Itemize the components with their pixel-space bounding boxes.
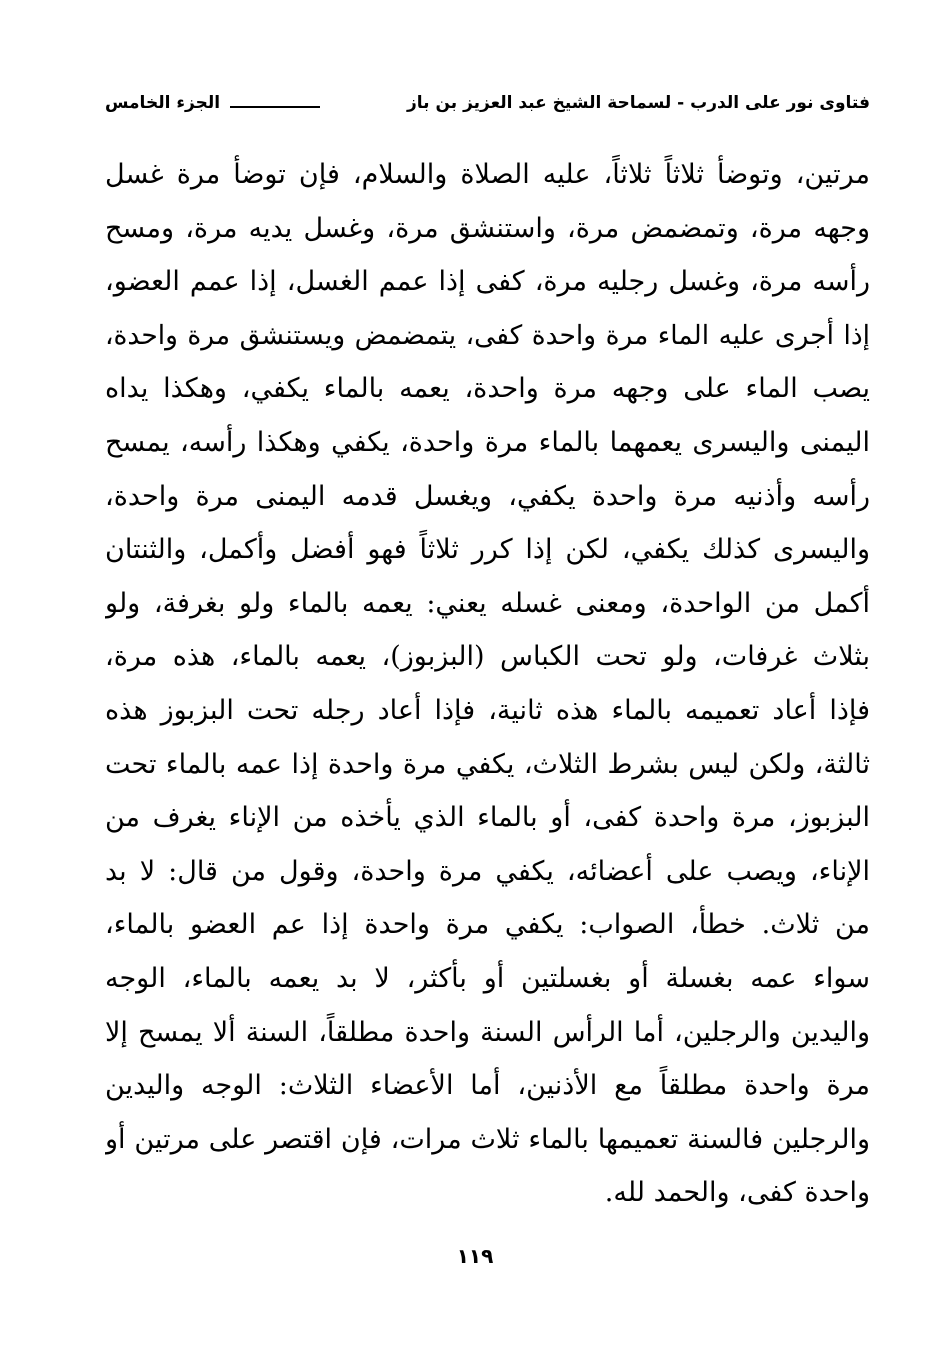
header-volume-group	[105, 93, 330, 113]
text-line: واليدين والرجلين، أما الرأس السنة واحدة مطلقاً، السنة ألا يمسح إلا	[105, 1016, 870, 1048]
text-line: وجهه مرة، وتمضمض مرة، واستنشق مرة، وغسل يديه مرة، ومسح	[105, 212, 870, 244]
text-line: فإذا أعاد تعميمه بالماء هذه ثانية، فإذا أعاد رجله تحت البزبوز هذه	[105, 694, 870, 726]
text-line: والرجلين فالسنة تعميمها بالماء ثلاث مرات، فإن اقتصر على مرتين أو	[105, 1123, 870, 1155]
text-line: من ثلاث. خطأ، الصواب: يكفي مرة واحدة إذا عم العضو بالماء،	[105, 909, 870, 941]
page-number: ١١٩	[456, 1244, 494, 1268]
text-line: رأسه وأذنيه مرة واحدة يكفي، ويغسل قدمه اليمنى مرة واحدة،	[105, 480, 870, 512]
text-line: واليسرى كذلك يكفي، لكن إذا كرر ثلاثاً فهو أفضل وأكمل، والثنتان	[105, 534, 870, 566]
header-rule	[230, 106, 320, 108]
text-line: اليمنى واليسرى يعمهما بالماء مرة واحدة، يكفي وهكذا رأسه، يمسح	[105, 426, 870, 458]
text-line: رأسه مرة، وغسل رجليه مرة، كفى إذا عمم الغسل، إذا عمم العضو،	[105, 266, 870, 298]
text-line: الإناء، ويصب على أعضائه، يكفي مرة واحدة، وقول من قال: لا بد	[105, 855, 870, 887]
text-line: مرتين، وتوضأ ثلاثاً ثلاثاً، عليه الصلاة والسلام، فإن توضأ مرة غسل	[105, 159, 870, 190]
header-book-title: فتاوى نور على الدرب - لسماحة الشيخ عبد العزيز بن باز	[407, 93, 870, 113]
text-line: يصب الماء على وجهه مرة واحدة، يعمه بالماء يكفي، وهكذا يداه	[105, 373, 870, 405]
text-line: بثلاث غرفات، ولو تحت الكباس (البزبوز)، يعمه بالماء، هذه مرة،	[105, 641, 870, 673]
body-text	[105, 148, 870, 1220]
text-line: إذا أجرى عليه الماء مرة واحدة كفى، يتمضمض ويستنشق مرة واحدة،	[105, 319, 870, 351]
running-header	[105, 86, 870, 120]
text-line: ثالثة، ولكن ليس بشرط الثلاث، يكفي مرة واحدة إذا عمه بالماء تحت	[105, 748, 870, 780]
text-line: البزبوز، مرة واحدة كفى، أو بالماء الذي يأخذه من الإناء يغرف من	[105, 802, 870, 834]
text-line: أكمل من الواحدة، ومعنى غسله يعني: يعمه بالماء ولو بغرفة، ولو	[105, 587, 870, 619]
header-volume: الجزء الخامس	[105, 93, 221, 113]
text-line: مرة واحدة مطلقاً مع الأذنين، أما الأعضاء الثلاث: الوجه واليدين	[105, 1070, 870, 1102]
text-line: سواء عمه بغسلة أو بغسلتين أو بأكثر، لا بد يعمه بالماء، الوجه	[105, 962, 870, 994]
text-line: واحدة كفى، والحمد لله.	[604, 1177, 870, 1209]
